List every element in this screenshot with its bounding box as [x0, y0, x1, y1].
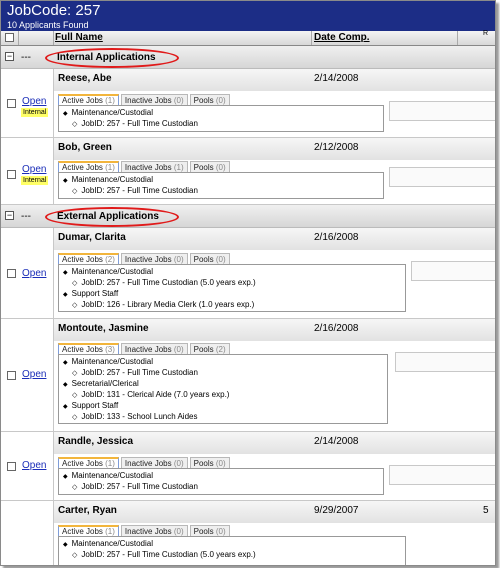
tab-pools[interactable]: Pools (0): [190, 457, 230, 469]
tab-active-jobs[interactable]: Active Jobs (2): [58, 253, 119, 265]
tab-active-jobs[interactable]: Active Jobs (1): [58, 525, 119, 537]
open-link[interactable]: Open: [22, 460, 47, 471]
date-completed: 2/14/2008: [314, 436, 359, 447]
date-completed: 2/16/2008: [314, 232, 359, 243]
side-field: [411, 261, 496, 281]
column-header-row: [1, 31, 495, 46]
job-entry: ◇ JobID: 133 - School Lunch Aides: [63, 412, 383, 423]
active-jobs-panel: [58, 354, 388, 424]
group-dash: ---: [21, 211, 31, 222]
date-completed: 2/12/2008: [314, 142, 359, 153]
job-category: ◆ Support Staff: [63, 401, 383, 412]
name-strip: [54, 501, 495, 523]
active-jobs-panel: [58, 468, 384, 495]
active-jobs-panel: [58, 105, 384, 132]
job-category: ◆ Support Staff: [63, 289, 401, 300]
job-category: ◆ Secretarial/Clerical: [63, 379, 383, 390]
date-completed: 9/29/2007: [314, 505, 359, 516]
tab-inactive-jobs[interactable]: Inactive Jobs (0): [121, 525, 188, 537]
open-link[interactable]: Open: [22, 164, 47, 175]
tab-pools[interactable]: Pools (0): [190, 253, 230, 265]
group-dash: ---: [21, 52, 31, 63]
job-entry: ◇ JobID: 257 - Full Time Custodian (5.0 years exp.): [63, 550, 401, 561]
job-entry: ◇ JobID: 257 - Full Time Custodian: [63, 186, 379, 197]
name-strip: [54, 69, 495, 91]
job-entry: ◇ JobID: 257 - Full Time Custodian: [63, 119, 379, 130]
select-all-checkbox[interactable]: [5, 33, 14, 42]
column-divider: [18, 31, 19, 45]
job-category: ◆ Maintenance/Custodial: [63, 539, 401, 550]
row-checkbox[interactable]: [7, 371, 16, 380]
truncated-column-value: 5: [483, 505, 489, 516]
external-applications-group: [1, 205, 495, 228]
row-checkbox[interactable]: [7, 170, 16, 179]
job-entry: ◇ JobID: 257 - Full Time Custodian: [63, 368, 383, 379]
tab-active-jobs[interactable]: Active Jobs (1): [58, 457, 119, 469]
applicants-count: 10 Applicants Found: [7, 20, 89, 30]
side-field: [389, 167, 496, 187]
date-comp-column-header[interactable]: Date Comp.: [314, 32, 370, 43]
collapse-internal-icon[interactable]: −: [6, 51, 13, 61]
internal-applications-label: Internal Applications: [57, 52, 156, 63]
tab-inactive-jobs[interactable]: Inactive Jobs (0): [121, 343, 188, 355]
side-field: [389, 465, 496, 485]
applicant-name: Montoute, Jasmine: [58, 323, 149, 334]
title-bar: [1, 1, 495, 31]
truncated-column-header[interactable]: R: [483, 30, 489, 37]
applicant-row: [1, 319, 495, 432]
tab-pools[interactable]: Pools (0): [190, 525, 230, 537]
applicant-name: Bob, Green: [58, 142, 112, 153]
tab-inactive-jobs[interactable]: Inactive Jobs (0): [121, 457, 188, 469]
job-category: ◆ Maintenance/Custodial: [63, 108, 379, 119]
tab-pools[interactable]: Pools (0): [190, 161, 230, 173]
tab-pools[interactable]: Pools (2): [190, 343, 230, 355]
column-divider: [311, 31, 312, 45]
applicant-name: Dumar, Clarita: [58, 232, 126, 243]
active-jobs-panel: [58, 172, 384, 199]
tab-inactive-jobs[interactable]: Inactive Jobs (0): [121, 253, 188, 265]
active-jobs-panel: [58, 264, 406, 312]
open-link[interactable]: Open: [22, 96, 47, 107]
job-entry: ◇ JobID: 257 - Full Time Custodian: [63, 482, 379, 493]
internal-applications-group: [1, 46, 495, 69]
internal-badge: Internal: [23, 109, 47, 116]
applicant-row: [1, 228, 495, 319]
tab-active-jobs[interactable]: Active Jobs (1): [58, 161, 119, 173]
applicant-row: [1, 69, 495, 138]
applicant-name: Carter, Ryan: [58, 505, 117, 516]
tab-pools[interactable]: Pools (0): [190, 94, 230, 106]
row-checkbox[interactable]: [7, 269, 16, 278]
active-jobs-panel: [58, 536, 406, 566]
tab-inactive-jobs[interactable]: Inactive Jobs (1): [121, 161, 188, 173]
column-divider: [53, 31, 54, 45]
tab-inactive-jobs[interactable]: Inactive Jobs (0): [121, 94, 188, 106]
job-category: ◆ Maintenance/Custodial: [63, 471, 379, 482]
jobcode-title: JobCode: 257: [7, 2, 101, 19]
open-link[interactable]: Open: [22, 268, 47, 279]
side-field: [395, 352, 496, 372]
external-applications-label: External Applications: [57, 211, 159, 222]
row-checkbox[interactable]: [7, 462, 16, 471]
tab-active-jobs[interactable]: Active Jobs (1): [58, 94, 119, 106]
job-category: ◆ Maintenance/Custodial: [63, 357, 383, 368]
internal-badge: Internal: [23, 177, 47, 184]
column-divider: [457, 31, 458, 45]
collapse-external-icon[interactable]: −: [6, 210, 13, 220]
red-highlight-circle: [45, 207, 179, 227]
full-name-column-header[interactable]: Full Name: [55, 32, 103, 43]
date-completed: 2/16/2008: [314, 323, 359, 334]
applicant-name: Randle, Jessica: [58, 436, 134, 447]
applicant-row: [1, 138, 495, 205]
row-checkbox[interactable]: [7, 99, 16, 108]
job-entry: ◇ JobID: 257 - Full Time Custodian (5.0 years exp.): [63, 278, 401, 289]
job-entry: ◇ JobID: 126 - Library Media Clerk (1.0 years exp.): [63, 300, 401, 311]
job-category: ◆ Maintenance/Custodial: [63, 267, 401, 278]
row-sidebar: [1, 501, 54, 566]
tab-active-jobs[interactable]: Active Jobs (3): [58, 343, 119, 355]
job-category: ◆ Maintenance/Custodial: [63, 175, 379, 186]
job-entry: ◇ JobID: 131 - Clerical Aide (7.0 years exp.): [63, 390, 383, 401]
applicant-row: [1, 501, 495, 566]
applicant-row: [1, 432, 495, 501]
side-field: [389, 101, 496, 121]
date-completed: 2/14/2008: [314, 73, 359, 84]
name-strip: [54, 138, 495, 160]
open-link[interactable]: Open: [22, 369, 47, 380]
applicant-name: Reese, Abe: [58, 73, 112, 84]
red-highlight-circle: [45, 48, 179, 68]
